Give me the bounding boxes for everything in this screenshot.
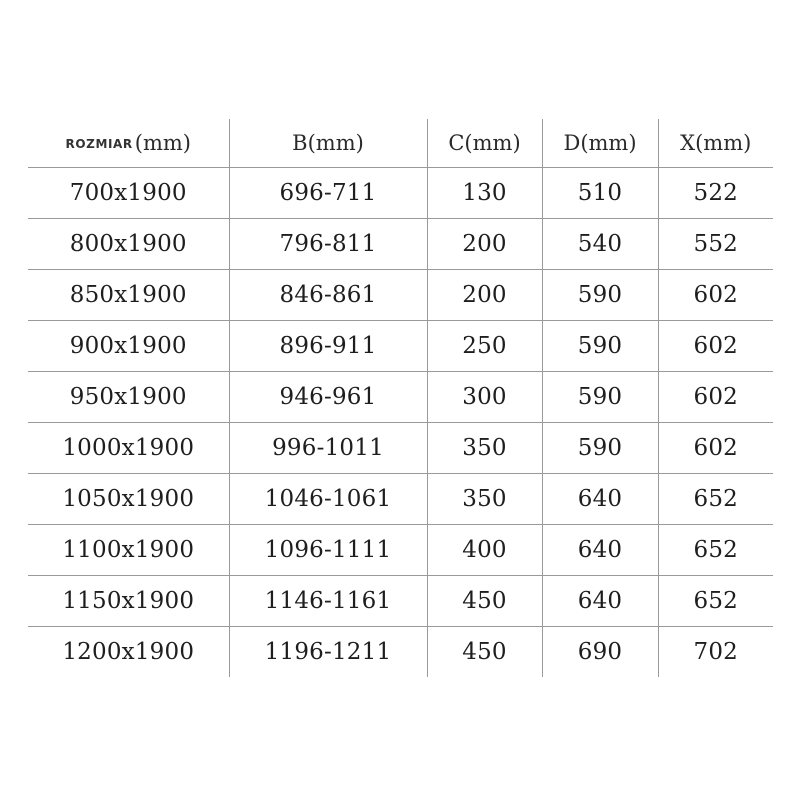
cell-rozmiar: 1000x1900	[28, 423, 229, 474]
table-row	[28, 627, 773, 678]
cell-d: 590	[542, 372, 658, 423]
cell-b: 846-861	[229, 270, 427, 321]
table-row	[28, 168, 773, 219]
cell-x: 602	[658, 372, 773, 423]
cell-x: 652	[658, 525, 773, 576]
cell-d: 590	[542, 270, 658, 321]
cell-rozmiar: 1100x1900	[28, 525, 229, 576]
cell-rozmiar: 1200x1900	[62, 639, 195, 665]
cell-b: 796-811	[229, 219, 427, 270]
cell-d: 590	[542, 321, 658, 372]
header-c	[427, 119, 542, 168]
table-row	[28, 474, 773, 525]
header-rozmiar-unit: (mm)	[134, 131, 191, 155]
cell-c: 250	[427, 321, 542, 372]
cell-d: 690	[542, 627, 658, 678]
header-rozmiar	[28, 119, 229, 168]
table-row	[28, 219, 773, 270]
cell-x: 522	[658, 168, 773, 219]
cell-b: 1096-1111	[229, 525, 427, 576]
cell-b: 946-961	[229, 372, 427, 423]
cell-b: 1196-1211	[229, 627, 427, 678]
header-c-label: C	[448, 131, 465, 155]
cell-b: 1146-1161	[229, 576, 427, 627]
cell-b: 1046-1061	[229, 474, 427, 525]
header-x-label: X	[680, 131, 696, 155]
cell-rozmiar: 1050x1900	[28, 474, 229, 525]
cell-c: 300	[427, 372, 542, 423]
cell-c: 200	[427, 219, 542, 270]
cell-x: 652	[658, 474, 773, 525]
cell-c: 450	[427, 576, 542, 627]
table-row	[28, 576, 773, 627]
cell-x: 552	[658, 219, 773, 270]
cell-c: 350	[427, 474, 542, 525]
header-rozmiar-label: ROZMIAR	[65, 137, 133, 151]
cell-b: 996-1011	[229, 423, 427, 474]
cell-rozmiar: 700x1900	[28, 168, 229, 219]
header-d-unit: (mm)	[580, 131, 637, 155]
dimensions-table	[28, 119, 773, 677]
table-row	[28, 525, 773, 576]
cell-d: 510	[542, 168, 658, 219]
header-x-unit: (mm)	[695, 131, 752, 155]
cell-rozmiar: 950x1900	[28, 372, 229, 423]
table-row	[28, 372, 773, 423]
header-c-unit: (mm)	[464, 131, 521, 155]
cell-c: 350	[427, 423, 542, 474]
header-b	[229, 119, 427, 168]
header-x	[658, 119, 773, 168]
cell-d: 540	[542, 219, 658, 270]
cell-x: 602	[658, 423, 773, 474]
table-row	[28, 423, 773, 474]
cell-b: 896-911	[229, 321, 427, 372]
cell-rozmiar: 850x1900	[28, 270, 229, 321]
table-row	[28, 270, 773, 321]
table-body	[28, 168, 773, 678]
cell-x: 652	[658, 576, 773, 627]
cell-d: 640	[542, 474, 658, 525]
cell-x: 602	[658, 321, 773, 372]
cell-d: 590	[542, 423, 658, 474]
header-row	[28, 119, 773, 168]
cell-rozmiar: 900x1900	[28, 321, 229, 372]
cell-c: 400	[427, 525, 542, 576]
cell-x: 602	[658, 270, 773, 321]
header-d	[542, 119, 658, 168]
cell-d: 640	[542, 525, 658, 576]
header-d-label: D	[563, 131, 581, 155]
table-header	[28, 119, 773, 168]
cell-c: 130	[427, 168, 542, 219]
cell-c: 450	[427, 627, 542, 678]
header-b-unit: (mm)	[307, 131, 364, 155]
table-row	[28, 321, 773, 372]
cell-c: 200	[427, 270, 542, 321]
cell-b: 696-711	[229, 168, 427, 219]
header-b-label: B	[292, 131, 308, 155]
cell-x: 702	[658, 627, 773, 678]
cell-d: 640	[542, 576, 658, 627]
cell-rozmiar: 800x1900	[28, 219, 229, 270]
cell-rozmiar: 1150x1900	[28, 576, 229, 627]
